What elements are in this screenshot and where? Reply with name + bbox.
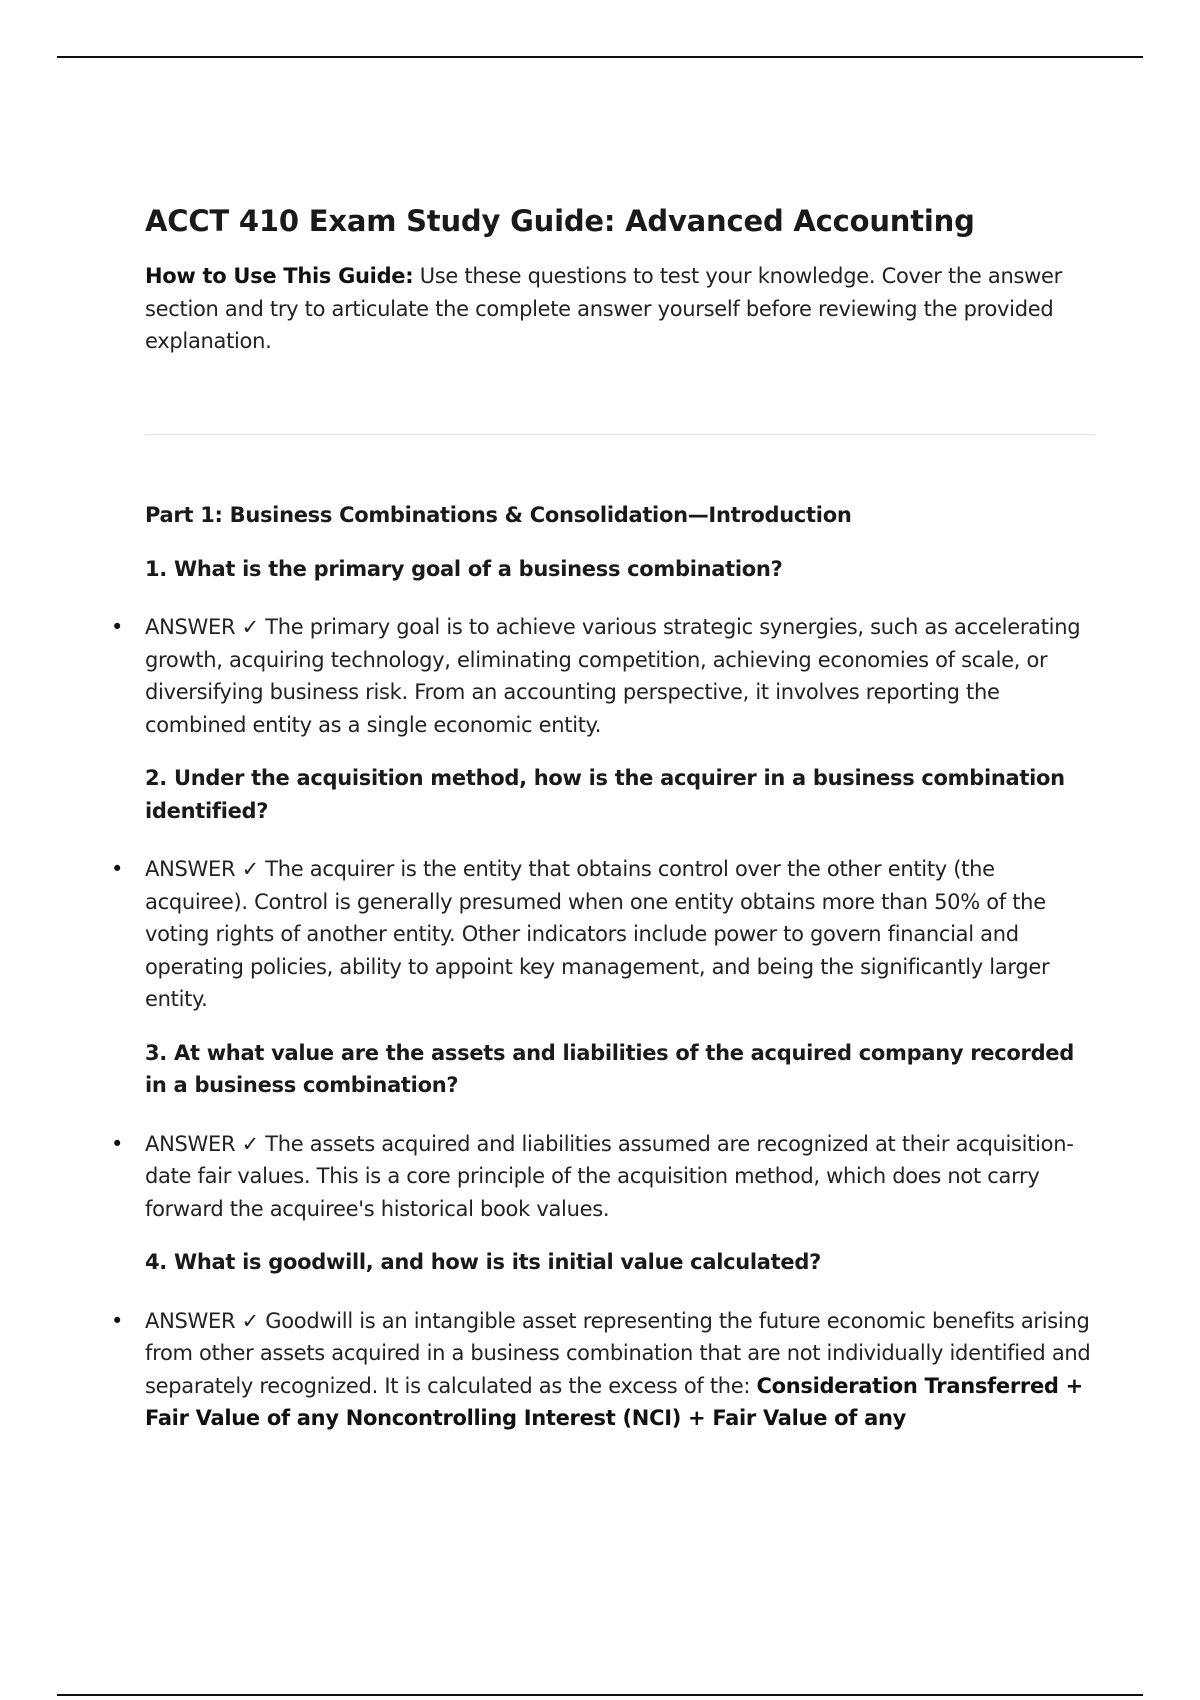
page-top-rule (57, 56, 1143, 58)
bullet-icon: • (111, 857, 124, 881)
intro-paragraph (145, 260, 1095, 358)
answer-3 (111, 1128, 1095, 1226)
question-2: 2. Under the acquisition method, how is the acquirer in a business combination identified? (145, 766, 1065, 823)
answer-4-formula: Consideration Transferred + Fair Value of any Noncontrolling Interest (NCI) + Fair Value of any (145, 1373, 1083, 1430)
answer-2 (111, 853, 1095, 1016)
intro-text: Use these questions to test your knowledge. Cover the answer section and try to articulate the complete answer yourself before reviewing the provided explanation. (145, 264, 1062, 353)
answer-list-3 (111, 1128, 1095, 1226)
bullet-icon: • (111, 1308, 124, 1333)
document-title: ACCT 410 Exam Study Guide: Advanced Accounting (145, 204, 975, 238)
answer-1-text: ANSWER ✓ The primary goal is to achieve various strategic synergies, such as accelerating growth, acquiring technology, eliminating competition, achieving economies of scale, or diversifying business risk. From an accounting perspective, it involves reporting the combined entity as a single economic entity. (145, 615, 1081, 737)
document-body (111, 196, 1095, 1435)
question-4: 4. What is goodwill, and how is its initial value calculated? (145, 1250, 821, 1274)
bullet-icon: • (111, 615, 124, 639)
answer-1 (111, 611, 1095, 741)
question-1: 1. What is the primary goal of a business combination? (145, 556, 783, 581)
part-heading: Part 1: Business Combinations & Consolidation—Introduction (145, 502, 852, 527)
answer-4 (111, 1305, 1095, 1435)
bullet-icon: • (111, 1131, 124, 1156)
question-3: 3. At what value are the assets and liabilities of the acquired company recorded in a business combination? (145, 1040, 1074, 1097)
answer-3-text: ANSWER ✓ The assets acquired and liabilities assumed are recognized at their acquisition-date fair values. This is a core principle of the acquisition method, which does not carry forward the acquiree's historical book values. (145, 1131, 1074, 1221)
section-divider (145, 434, 1095, 435)
intro-label: How to Use This Guide: (145, 264, 414, 288)
answer-list-1 (111, 611, 1095, 741)
answer-2-text: ANSWER ✓ The acquirer is the entity that obtains control over the other entity (the acquiree). Control is generally presumed when one entity obtains more than 50% of the voting rights of another entity. Other indicators include power to govern financial and operating policies, ability to appoint key management, and being the significantly larger entity. (145, 857, 1050, 1011)
answer-list-2 (111, 853, 1095, 1016)
page-bottom-rule (57, 1694, 1143, 1696)
answer-4-text: ANSWER ✓ Goodwill is an intangible asset representing the future economic benefits arising from other assets acquired in a business combination that are not individually identified and separately recognized. It is calculated as the excess of the: (145, 1308, 1091, 1398)
answer-list-4 (111, 1305, 1095, 1435)
